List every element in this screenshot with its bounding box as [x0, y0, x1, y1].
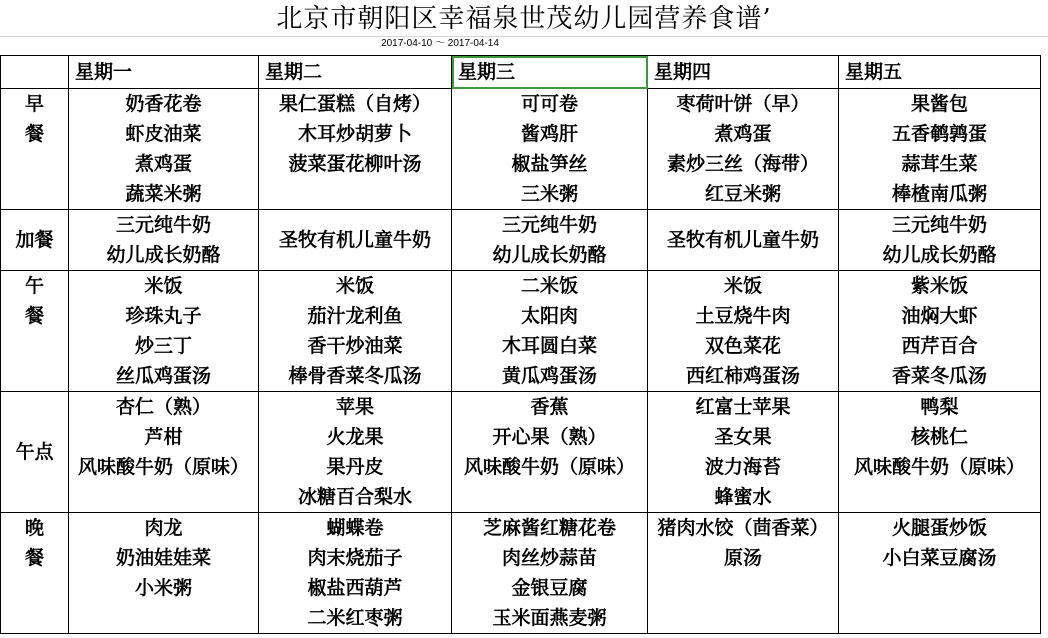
menu-cell[interactable] [839, 513, 1041, 634]
menu-cell[interactable] [648, 210, 839, 271]
menu-item: 香蕉 [530, 396, 569, 418]
menu-item: 虾皮油菜 [125, 123, 202, 145]
menu-item: 果仁蛋糕（自烤） [278, 93, 431, 115]
menu-cell[interactable] [839, 392, 1041, 513]
menu-cell[interactable] [839, 271, 1041, 392]
menu-item: 茄汁龙利鱼 [307, 305, 403, 327]
menu-cell[interactable] [259, 89, 452, 210]
menu-item: 风味酸牛奶（原味） [853, 456, 1025, 478]
menu-cell[interactable] [452, 210, 648, 271]
meal-row [1, 392, 1041, 513]
menu-item: 香菜冬瓜汤 [891, 365, 987, 387]
menu-cell[interactable] [259, 513, 452, 634]
header-row [1, 56, 1041, 89]
menu-item: 风味酸牛奶（原味） [463, 456, 635, 478]
menu-item: 煮鸡蛋 [714, 123, 772, 145]
menu-item: 波力海苔 [704, 456, 781, 478]
menu-item: 双色菜花 [704, 335, 781, 357]
date-range: 2017-04-10 ～ 2017-04-14 [381, 38, 499, 49]
menu-item: 小米粥 [134, 577, 192, 599]
meal-label: 加餐 [15, 229, 54, 251]
menu-item: 火龙果 [326, 426, 384, 448]
menu-item: 幼儿成长奶酪 [106, 244, 221, 266]
menu-item: 太阳肉 [520, 305, 578, 327]
menu-item: 煮鸡蛋 [134, 153, 192, 175]
day-header: 星期四 [654, 61, 712, 83]
menu-item: 幼儿成长奶酪 [492, 244, 607, 266]
menu-item: 棒骨香菜冬瓜汤 [288, 365, 422, 387]
menu-item: 可可卷 [520, 93, 578, 115]
menu-cell[interactable] [648, 89, 839, 210]
menu-item: 三元纯牛奶 [501, 214, 597, 236]
menu-cell[interactable] [259, 271, 452, 392]
day-header: 星期二 [265, 61, 323, 83]
menu-item: 蜂蜜水 [714, 486, 772, 508]
menu-item: 风味酸牛奶（原味） [77, 456, 249, 478]
menu-item: 玉米面燕麦粥 [492, 607, 607, 629]
menu-cell[interactable] [648, 392, 839, 513]
day-header: 星期一 [75, 61, 133, 83]
day-header: 星期三 [458, 61, 516, 83]
menu-item: 肉末烧茄子 [307, 547, 403, 569]
menu-item: 苹果 [335, 396, 374, 418]
day-header-cell[interactable] [69, 56, 259, 89]
menu-cell[interactable] [452, 271, 648, 392]
menu-cell[interactable] [69, 392, 259, 513]
day-header: 星期五 [845, 61, 903, 83]
menu-item: 木耳炒胡萝卜 [297, 123, 412, 145]
menu-item: 幼儿成长奶酪 [882, 244, 997, 266]
menu-item: 果丹皮 [326, 456, 384, 478]
menu-item: 二米红枣粥 [307, 607, 403, 629]
menu-cell[interactable] [259, 392, 452, 513]
menu-item: 米饭 [144, 275, 183, 297]
menu-item: 枣荷叶饼（早） [676, 93, 810, 115]
menu-item: 油焖大虾 [901, 305, 978, 327]
meal-label: 早 [24, 93, 44, 115]
menu-item: 圣女果 [714, 426, 772, 448]
menu-cell[interactable] [69, 210, 259, 271]
menu-item: 米饭 [723, 275, 762, 297]
meal-row [1, 210, 1041, 271]
menu-cell[interactable] [259, 210, 452, 271]
menu-item: 黄瓜鸡蛋汤 [501, 365, 597, 387]
menu-item: 圣牧有机儿童牛奶 [666, 229, 819, 251]
meal-label-cell[interactable] [1, 392, 69, 513]
menu-cell[interactable] [648, 271, 839, 392]
menu-item: 核桃仁 [910, 426, 968, 448]
menu-item: 珍珠丸子 [125, 305, 202, 327]
menu-table [0, 55, 1041, 634]
menu-item: 三米粥 [520, 183, 578, 205]
meal-label: 午 [24, 275, 44, 297]
menu-item: 三元纯牛奶 [115, 214, 211, 236]
menu-item: 冰糖百合梨水 [297, 486, 412, 508]
menu-item: 奶油娃娃菜 [115, 547, 211, 569]
menu-item: 西芹百合 [901, 335, 978, 357]
meal-label: 晚 [24, 517, 44, 539]
menu-item: 原汤 [723, 547, 762, 569]
menu-item: 芦柑 [144, 426, 183, 448]
menu-item: 奶香花卷 [125, 93, 202, 115]
menu-item: 五香鹌鹑蛋 [891, 123, 987, 145]
menu-item: 杏仁（熟） [115, 396, 211, 418]
menu-cell[interactable] [452, 392, 648, 513]
menu-item: 红豆米粥 [704, 183, 781, 205]
menu-item: 小白菜豆腐汤 [882, 547, 997, 569]
menu-item: 菠菜蛋花柳叶汤 [288, 153, 422, 175]
menu-item: 米饭 [335, 275, 374, 297]
day-header-cell-selected[interactable] [452, 56, 648, 89]
grid-line [0, 36, 1048, 37]
menu-item: 肉龙 [144, 517, 183, 539]
menu-cell[interactable] [452, 513, 648, 634]
menu-item: 香干炒油菜 [307, 335, 403, 357]
menu-item: 椒盐笋丝 [511, 153, 588, 175]
meal-row [1, 89, 1041, 210]
menu-item: 猪肉水饺（茴香菜） [657, 517, 829, 539]
menu-item: 圣牧有机儿童牛奶 [278, 229, 431, 251]
menu-item: 椒盐西葫芦 [307, 577, 403, 599]
menu-cell[interactable] [839, 210, 1041, 271]
menu-item: 火腿蛋炒饭 [891, 517, 987, 539]
menu-item: 开心果（熟） [492, 426, 607, 448]
menu-item: 素炒三丝（海带） [666, 153, 819, 175]
menu-item: 红富士苹果 [695, 396, 791, 418]
menu-cell[interactable] [452, 89, 648, 210]
menu-item: 鸭梨 [920, 396, 959, 418]
menu-item: 西红柿鸡蛋汤 [685, 365, 800, 387]
meal-label: 餐 [24, 547, 44, 569]
menu-item: 丝瓜鸡蛋汤 [115, 365, 211, 387]
menu-item: 木耳圆白菜 [501, 335, 597, 357]
menu-item: 紫米饭 [910, 275, 968, 297]
menu-item: 棒楂南瓜粥 [891, 183, 987, 205]
menu-item: 蝴蝶卷 [326, 517, 384, 539]
menu-cell[interactable] [69, 271, 259, 392]
menu-item: 三元纯牛奶 [891, 214, 987, 236]
meal-label-cell[interactable] [1, 210, 69, 271]
menu-cell[interactable] [69, 513, 259, 634]
day-header-cell[interactable] [259, 56, 452, 89]
day-header-cell[interactable] [839, 56, 1041, 89]
menu-item: 炒三丁 [134, 335, 192, 357]
menu-cell[interactable] [648, 513, 839, 634]
menu-item: 土豆烧牛肉 [695, 305, 791, 327]
menu-cell[interactable] [69, 89, 259, 210]
meal-label: 午点 [15, 441, 54, 463]
menu-cell[interactable] [839, 89, 1041, 210]
menu-item: 肉丝炒蒜苗 [501, 547, 597, 569]
menu-item: 蔬菜米粥 [125, 183, 202, 205]
meal-label-cell[interactable] [1, 89, 69, 210]
menu-title: 北京市朝阳区幸福泉世茂幼儿园营养食谱’ [276, 4, 772, 34]
meal-label: 餐 [24, 123, 44, 145]
menu-item: 二米饭 [520, 275, 578, 297]
menu-item: 金银豆腐 [511, 577, 588, 599]
meal-label: 餐 [24, 305, 44, 327]
meal-label-cell[interactable] [1, 513, 69, 634]
meal-row [1, 513, 1041, 634]
menu-item: 酱鸡肝 [520, 123, 578, 145]
meal-label-cell[interactable] [1, 271, 69, 392]
corner-cell[interactable] [1, 56, 69, 89]
meal-row [1, 271, 1041, 392]
menu-item: 果酱包 [910, 93, 968, 115]
menu-item: 芝麻酱红糖花卷 [482, 517, 616, 539]
day-header-cell[interactable] [648, 56, 839, 89]
menu-item: 蒜茸生菜 [901, 153, 978, 175]
